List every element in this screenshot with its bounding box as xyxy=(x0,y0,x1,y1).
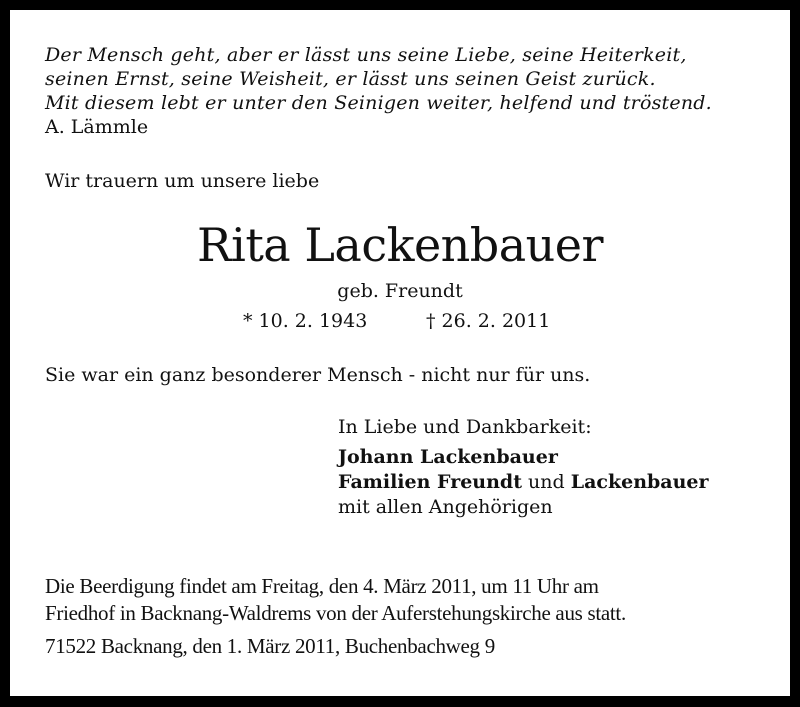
quote-line-2: seinen Ernst, seine Weisheit, er lässt uns seinen Geist zurück. xyxy=(45,68,656,90)
mourners-heading: In Liebe und Dankbarkeit: xyxy=(338,416,592,438)
death-date: † 26. 2. 2011 xyxy=(426,310,551,332)
quote-author: A. Lämmle xyxy=(45,116,149,138)
quote-line-3: Mit diesem lebt er unter den Seinigen weiter, helfend und tröstend. xyxy=(45,92,712,114)
intro-text: Wir trauern um unsere liebe xyxy=(45,170,320,192)
mourner-family-b: Lackenbauer xyxy=(570,471,709,493)
deceased-name: Rita Lackenbauer xyxy=(196,218,604,272)
birth-date: * 10. 2. 1943 xyxy=(243,310,368,332)
maiden-name: geb. Freundt xyxy=(337,280,463,302)
mourner-line-3: mit allen Angehörigen xyxy=(338,496,553,518)
mourner-line-1: Johann Lackenbauer xyxy=(338,446,558,468)
funeral-line-2: Friedhof in Backnang-Waldrems von der Auferstehungskirche aus statt. xyxy=(45,601,626,625)
mourner-family-a: Familien Freundt xyxy=(338,471,522,493)
mourner-conj: und xyxy=(528,471,565,493)
address-line: 71522 Backnang, den 1. März 2011, Buchenbachweg 9 xyxy=(45,634,495,658)
funeral-line-1: Die Beerdigung findet am Freitag, den 4. März 2011, um 11 Uhr am xyxy=(45,574,599,598)
quote-line-1: Der Mensch geht, aber er lässt uns seine Liebe, seine Heiterkeit, xyxy=(45,44,687,66)
tribute-text: Sie war ein ganz besonderer Mensch - nicht nur für uns. xyxy=(45,364,591,386)
mourner-line-2 xyxy=(338,471,709,493)
